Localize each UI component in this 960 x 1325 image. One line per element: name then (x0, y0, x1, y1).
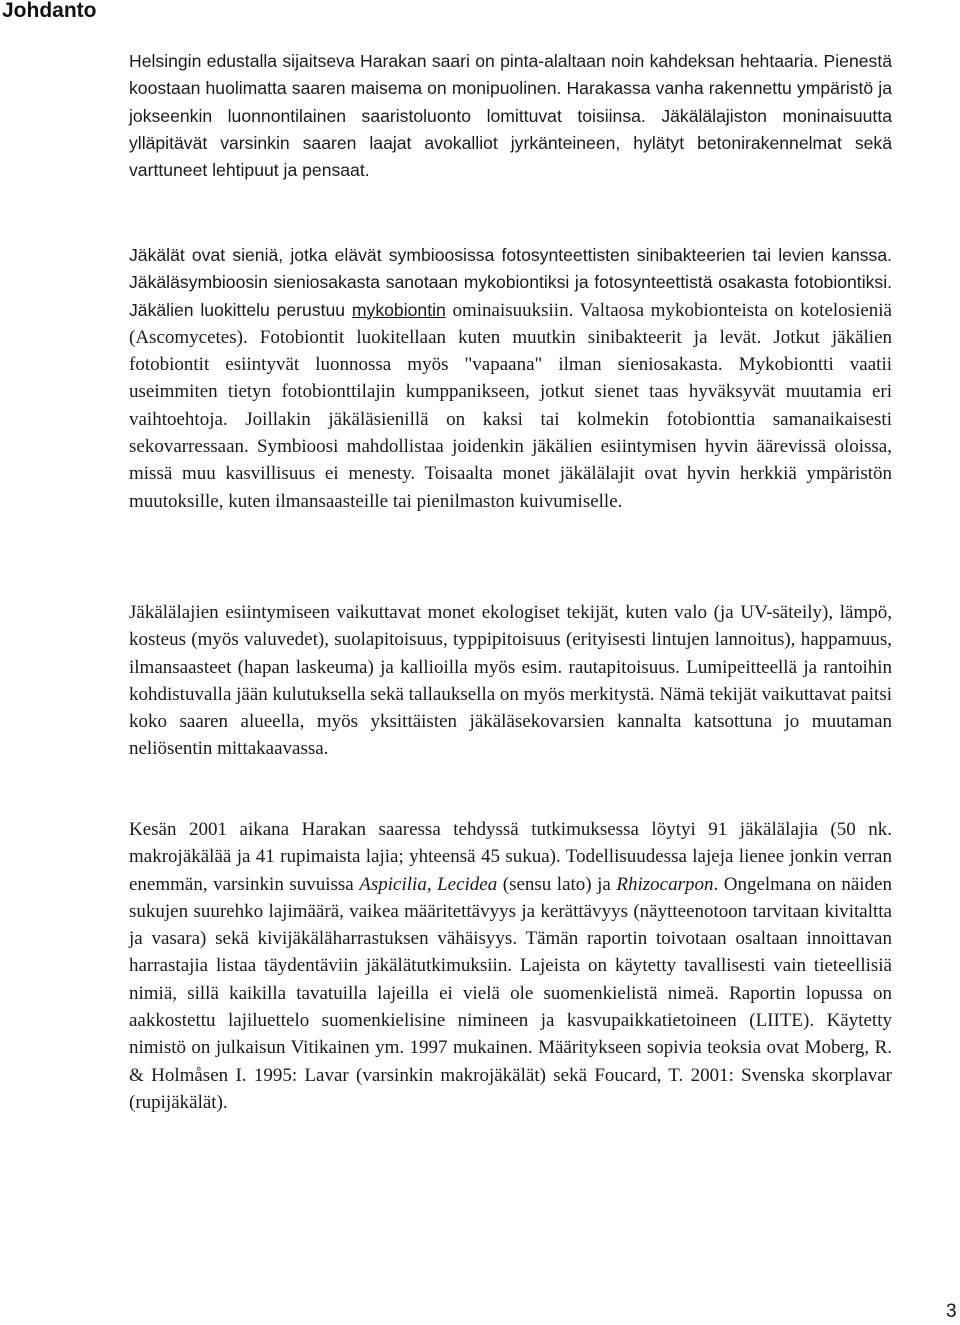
underlined-term: mykobiontin (351, 299, 446, 320)
paragraph-survey-text-c: . Ongelmana on näiden sukujen suurehko lajimäärä, vaikea määritettävyys ja kerättävyys (näytteenotoon tarvitaan kivitaltta ja vasara) sekä kivijäkäläharrastuksen vähäisyys. Tämän raportin toivotaan osaltaan innoittavan harrastajia listaa täydentäviin jäkälätutkimuksiin. Lajeista on käytetty tavallisesti vain tieteellisiä nimiä, sillä kaikilla tavatuilla lajeilla ei vielä ole suomenkielistä nimeä. Raportin lopussa on aakkostettu lajiluettelo suomenkielisine nimineen ja kasvupaikkatietoineen (LIITE). Käytetty nimistö on julkaisun Vitikainen ym. 1997 mukainen. Määritykseen sopivia teoksia ovat Moberg, R. & Holmåsen I. 1995: Lavar (varsinkin makrojäkälät) sekä Foucard, T. 2001: Svenska skorplavar (rupijäkälät). (129, 873, 893, 1113)
genus-name-italic: Rhizocarpon (616, 873, 714, 895)
paragraph-survey-text-b: (sensu lato) ja (497, 873, 617, 895)
paragraph-survey (129, 816, 892, 1116)
paragraph-ecology-text: Jäkälälajien esiintymiseen vaikuttavat monet ekologiset tekijät, kuten valo (ja UV-säteily), lämpö, kosteus (myös valuvedet), suolapitoisuus, typpipitoisuus (erityisesti lintujen lannoitus), happamuus, ilmansaasteet (hapan laskeuma) ja kallioilla myös esim. rautapitoisuus. Lumipeitteellä ja rantoihin kohdistuvalla jään kulutuksella sekä tallauksella on myös merkitystä. Nämä tekijät vaikuttavat paitsi koko saaren alueella, myös yksittäisten jäkäläsekovarsien kannalta katsottuna jo muutaman neliösentin mittakaavassa. (129, 602, 892, 760)
section-heading: Johdanto (2, 0, 97, 22)
paragraph-intro-text: Helsingin edustalla sijaitseva Harakan saari on pinta-alaltaan noin kahdeksan hehtaaria. Pienestä koostaan huolimatta saaren maisema on monipuolinen. Harakassa vanha rakennettu ympäristö ja jokseenkin luonnontilainen saaristoluonto lomittuvat toisiinsa. Jäkälälajiston moninaisuutta ylläpitävät varsinkin saaren laajat avokalliot jyrkänteineen, hylätyt betonirakennelmat sekä varttuneet lehtipuut ja pensaat. (129, 51, 892, 181)
paragraph-symbiosis-text-a: Jäkälät ovat sieniä, jotka elävät symbioosissa fotosynteettisten sinibakteerien tai levien kanssa. Jäkäläsymbioosin sieniosakasta sanotaan mykobiontiksi ja fotosynteettistä osakasta fotobiontiksi. Jäkälien luokittelu perustuu (129, 245, 892, 320)
paragraph-survey-text-a: Kesän 2001 aikana Harakan saaressa tehdyssä tutkimuksessa löytyi 91 jäkälälajia (50 nk. makrojäkälää ja 41 rupimaista lajia; yhteensä 45 sukua). Todellisuudessa lajeja lienee jonkin verran enemmän, varsinkin suvuissa (129, 819, 892, 895)
paragraph-symbiosis-text-b: ominaisuuksiin. Valtaosa mykobionteista on kotelosieniä (Ascomycetes). Fotobiontit luokitellaan kuten muutkin sinibakteerit ja levät. Jotkut jäkälien fotobiontit esiintyvät luonnossa myös "vapaana" ilman sieniosakasta. Mykobiontti vaatii useimmiten tietyn fotobionttilajin kumppanikseen, jotkut sienet taas hyväksyvät muutamia eri vaihtoehtoja. Joillakin jäkäläsienillä on kaksi tai kolmekin fotobionttia samanaikaisesti sekovarressaan. Symbioosi mahdollistaa joidenkin jäkälien esiintymisen hyvin äärevissä oloissa, missä muu kasvillisuus ei menesty. Toisaalta monet jäkälälajit ovat hyvin herkkiä ympäristön muutoksille, kuten ilmansaasteille tai pienilmaston kuivumiselle. (129, 299, 892, 512)
page-number: 3 (946, 1301, 957, 1322)
paragraph-ecology (129, 599, 892, 763)
genus-names-italic: Aspicilia, Lecidea (359, 873, 498, 895)
paragraph-intro (129, 48, 892, 184)
paragraph-symbiosis (129, 242, 892, 515)
